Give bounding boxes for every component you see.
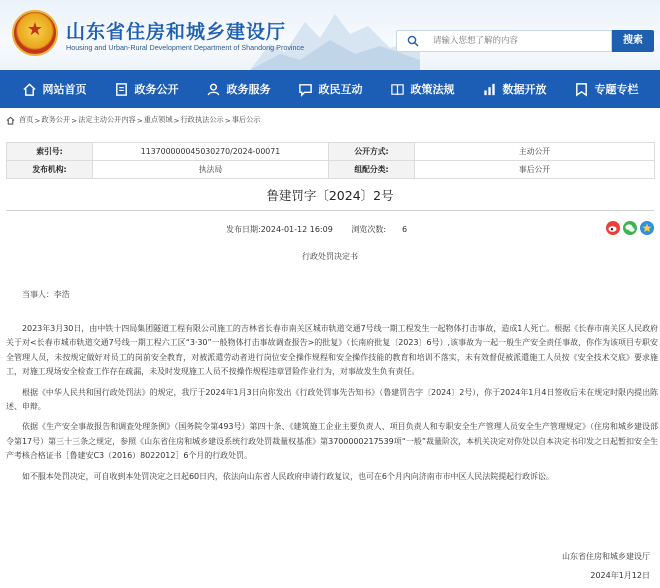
law-book-icon [390, 82, 405, 97]
paragraph: 如不服本处罚决定，可自收到本处罚决定之日起60日内，依法向山东省人民政府申请行政复议，也可在6个月内向济南市市中区人民法院提起行政诉讼。 [22, 471, 554, 481]
views-label: 浏览次数: [351, 225, 387, 234]
table-row [7, 143, 655, 161]
publish-time: 发布日期:2024-01-12 16:09 [226, 225, 333, 234]
party-text: 当事人：李浩 [22, 290, 70, 299]
search-icon [407, 35, 419, 47]
breadcrumb: 首页 > 政务公开 > 法定主动公开内容 > 重点领域 > 行政执法公示 > 事后公示 [6, 113, 261, 127]
paragraph: 2023年3月30日，由中铁十四局集团隧道工程有限公司施工的吉林省长春市南关区城市轨道交通7号线一期工程发生一起物体打击事故，造成1人死亡。根据《长春市南关区人民政府关于对<长春市城市轨道交通7号线一期工程六工区“3·30”一般物体打击事故调查报告>的批复》（长南府批复〔2023〕6号）,该事故为一起一般生产安全责任事故，你作为该项目专职安全管理人员，未按规定做好对员工的岗前安全教育，对被派遣劳动者进行岗位安全操作规程和安全操作技能的教育和培训不落实，未有效督促被派遣施工人员按《安全技术交底》要求施工，对施工现场安全检查工作存在疏漏，未及时发现施工人员不按操作规程违章冒险作业行为，对事故发生负有责任。 [6, 324, 658, 377]
service-icon [206, 82, 221, 97]
party-line [6, 288, 658, 302]
nav-item-topics[interactable] [574, 81, 639, 97]
nav-item-label: 政务公开 [134, 83, 179, 96]
nav-item-gov-service[interactable] [206, 81, 271, 97]
signature-org: 山东省住房和城乡建设厅 [562, 552, 650, 561]
org-label: 发布机构: [7, 161, 93, 179]
decision-heading: 行政处罚决定书 [302, 252, 358, 261]
views-value: 6 [402, 225, 408, 234]
qzone-share-icon[interactable] [640, 221, 654, 235]
nav-item-label: 数据开放 [502, 83, 547, 96]
category-label: 组配分类: [329, 161, 415, 179]
scope-value: 主动公开 [415, 143, 655, 161]
weibo-share-icon[interactable] [606, 221, 620, 235]
breadcrumb-link[interactable]: 行政执法公示 [180, 115, 224, 124]
article-meta [226, 224, 423, 235]
site-header [0, 0, 660, 70]
breadcrumb-link[interactable]: 政务公开 [41, 115, 71, 124]
scope-label: 公开方式: [329, 143, 415, 161]
nav-item-open-data[interactable] [482, 81, 547, 97]
nav-item-home[interactable] [22, 81, 87, 97]
breadcrumb-link[interactable]: 事后公示 [231, 115, 261, 124]
nav-item-label: 政民互动 [318, 83, 363, 96]
data-icon [482, 82, 497, 97]
site-subtitle: Housing and Urban-Rural Development Department of Shandong Province [66, 43, 305, 52]
nav-item-label: 网站首页 [42, 83, 87, 96]
document-icon [114, 82, 129, 97]
info-table [6, 142, 655, 179]
interaction-icon [298, 82, 313, 97]
nav-item-label: 政策法规 [410, 83, 455, 96]
table-row [7, 161, 655, 179]
article-body [6, 322, 658, 484]
org-value: 执法局 [93, 161, 329, 179]
topic-icon [574, 82, 589, 97]
nav-item-policy[interactable] [390, 81, 455, 97]
signature-date: 2024年1月12日 [590, 571, 650, 580]
category-value: 事后公开 [415, 161, 655, 179]
paragraph: 依据《生产安全事故报告和调查处理条例》（国务院令第493号）第四十条、《建筑施工企业主要负责人、项目负责人和专职安全生产管理人员安全生产管理规定》（住房和城乡建设部令第17号）第三十三条之规定，参照《山东省住房和城乡建设系统行政处罚裁量权基准》第3700000217539项“一般”裁量阶次，本机关决定对你处以自本决定书印发之日起暂扣安全生产考核合格证书［鲁建安C3（2016）8022012］6个月的行政处罚。 [6, 422, 658, 461]
search-input[interactable] [433, 34, 603, 48]
breadcrumb-link[interactable]: 重点领域 [143, 115, 173, 124]
nav-item-label: 专题专栏 [594, 83, 639, 96]
home-icon [6, 116, 15, 125]
nav-item-interaction[interactable] [298, 81, 363, 97]
nav-item-label: 政务服务 [226, 83, 271, 96]
page-title: 鲁建罚字〔2024〕2号 [266, 188, 394, 203]
wechat-share-icon[interactable] [623, 221, 637, 235]
nav-item-gov-affairs[interactable] [114, 81, 179, 97]
paragraph: 根据《中华人民共和国行政处罚法》的规定，我厅于2024年1月3日向你发出《行政处罚事先告知书》（鲁建罚告字〔2024〕2号），你于2024年1月4日签收后未在规定时限内提出陈述、申辩。 [6, 387, 658, 412]
national-emblem-icon[interactable] [12, 10, 58, 56]
divider [6, 210, 654, 211]
main-nav [0, 70, 660, 108]
breadcrumb-link[interactable]: 首页 [19, 115, 34, 124]
index-value: 11370000004503027​0/2024-00071 [93, 143, 329, 161]
home-icon [22, 82, 37, 97]
search-box[interactable] [396, 30, 612, 52]
index-label: 索引号: [7, 143, 93, 161]
search-button[interactable]: 搜索 [612, 30, 654, 52]
breadcrumb-link[interactable]: 法定主动公开内容 [78, 115, 136, 124]
site-title[interactable]: 山东省住房和城乡建设厅 [66, 21, 287, 43]
